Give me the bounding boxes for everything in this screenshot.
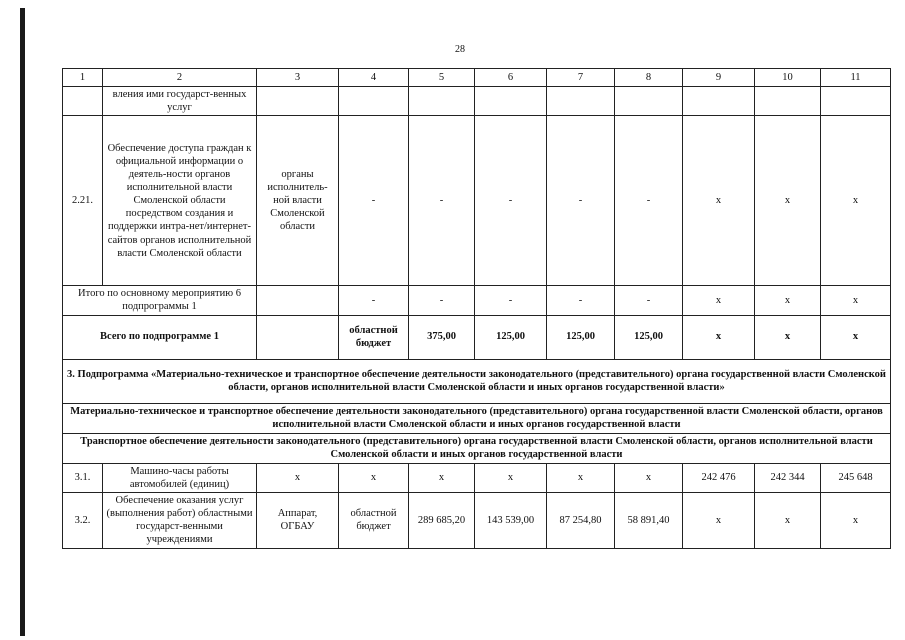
cell-4: - [339, 286, 409, 315]
table-row-3-2 [63, 492, 891, 548]
cell-10: х [755, 116, 821, 286]
cell-8: х [615, 463, 683, 492]
cell-6: 143 539,00 [475, 492, 547, 548]
total-label: Итого по основному мероприятию 6 подпрограммы 1 [63, 286, 257, 315]
cell-10: 242 344 [755, 463, 821, 492]
col-header-9: 9 [683, 69, 755, 87]
col-header-10: 10 [755, 69, 821, 87]
funding-source: областной бюджет [339, 315, 409, 359]
cell-11: 245 648 [821, 463, 891, 492]
cell-8: 125,00 [615, 315, 683, 359]
cell-3: х [257, 463, 339, 492]
subprogram-total-label: Всего по подпрограмме 1 [63, 315, 257, 359]
page-edge-bar [20, 8, 25, 636]
measure-name: Обеспечение оказания услуг (выполнения работ) областными государст-венными учреждениями [103, 492, 257, 548]
cell-7: х [547, 463, 615, 492]
cell-6: - [475, 116, 547, 286]
cell-7: 87 254,80 [547, 492, 615, 548]
executor: органы исполнитель-ной власти Смоленской области [257, 116, 339, 286]
cell-9: х [683, 315, 755, 359]
cell-6: - [475, 286, 547, 315]
cell-7: - [547, 286, 615, 315]
cell-10: х [755, 315, 821, 359]
cell-5: - [409, 116, 475, 286]
continuation-row [63, 87, 891, 116]
col-header-1: 1 [63, 69, 103, 87]
table-row-total-subprogram [63, 315, 891, 359]
cell-8: 58 891,40 [615, 492, 683, 548]
heading-main: Материально-техническое и транспортное обеспечение деятельности законодательного (представительного) органа государственной власти Смоленской области, органов исполнительной власти Смоленской области и иных органов государственной власти [63, 403, 891, 433]
cell-11: х [821, 492, 891, 548]
section-3-title: 3. Подпрограмма «Материально-техническое и транспортное обеспечение деятельности законодательного (представительного) органа государственной власти Смоленской области, органов исполнительной власти Смоленской области и иных органов государственной власти» [63, 359, 891, 403]
col-header-3: 3 [257, 69, 339, 87]
cell-9: х [683, 116, 755, 286]
heading-main-row [63, 403, 891, 433]
program-table [62, 68, 891, 549]
section-3-title-row [63, 359, 891, 403]
measure-name: Обеспечение доступа граждан к официальной информации о деятель-ности органов исполнительной власти Смоленской области посредством создания и поддержки интра-нет/интернет-сайтов органов исполнительной власти Смоленской области [103, 116, 257, 286]
cell-9: 242 476 [683, 463, 755, 492]
cell-10: х [755, 492, 821, 548]
table-row-3-1 [63, 463, 891, 492]
col-header-8: 8 [615, 69, 683, 87]
cell-6: 125,00 [475, 315, 547, 359]
col-header-4: 4 [339, 69, 409, 87]
page-number: 28 [455, 44, 465, 55]
col-header-6: 6 [475, 69, 547, 87]
cell-11: х [821, 286, 891, 315]
executor: Аппарат, ОГБАУ [257, 492, 339, 548]
cell-5: 375,00 [409, 315, 475, 359]
cell-8: - [615, 286, 683, 315]
cell-5: 289 685,20 [409, 492, 475, 548]
cell-8: - [615, 116, 683, 286]
heading-transport-row [63, 433, 891, 463]
cell-5: - [409, 286, 475, 315]
cell-10: х [755, 286, 821, 315]
table-row-2-21 [63, 116, 891, 286]
cell-7: - [547, 116, 615, 286]
heading-transport: Транспортное обеспечение деятельности законодательного (представительного) органа государственной власти Смоленской области, органов исполнительной власти Смоленской области и иных органов государственной власти [63, 433, 891, 463]
cell-4: х [339, 463, 409, 492]
col-header-7: 7 [547, 69, 615, 87]
cell-7: 125,00 [547, 315, 615, 359]
cell-5: х [409, 463, 475, 492]
cell-9: х [683, 286, 755, 315]
row-number: 3.2. [63, 492, 103, 548]
cell-9: х [683, 492, 755, 548]
col-header-11: 11 [821, 69, 891, 87]
continuation-text: вления ими государст-венных услуг [103, 87, 257, 116]
row-number: 3.1. [63, 463, 103, 492]
table-row-total-6 [63, 286, 891, 315]
header-row [63, 69, 891, 87]
row-number: 2.21. [63, 116, 103, 286]
cell-4: - [339, 116, 409, 286]
cell-11: х [821, 116, 891, 286]
col-header-5: 5 [409, 69, 475, 87]
cell-6: х [475, 463, 547, 492]
measure-name: Машино-часы работы автомобилей (единиц) [103, 463, 257, 492]
col-header-2: 2 [103, 69, 257, 87]
cell-11: х [821, 315, 891, 359]
funding-source: областной бюджет [339, 492, 409, 548]
